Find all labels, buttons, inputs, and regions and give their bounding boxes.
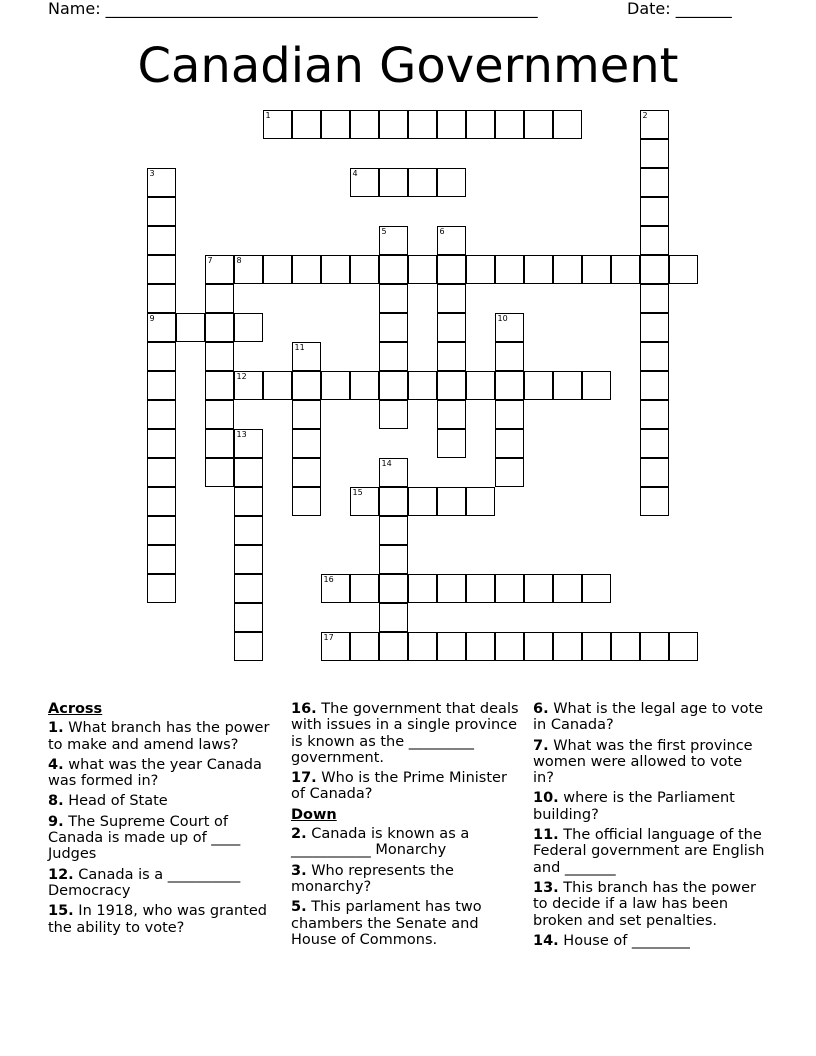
grid-cell[interactable] bbox=[495, 110, 524, 139]
grid-cell[interactable] bbox=[176, 313, 205, 342]
grid-cell[interactable] bbox=[350, 487, 379, 516]
grid-cell[interactable] bbox=[466, 487, 495, 516]
clue-number: 8 bbox=[236, 256, 242, 265]
clue-item bbox=[291, 863, 523, 896]
grid-cell[interactable] bbox=[234, 458, 263, 487]
clue-number: 6 bbox=[439, 227, 445, 236]
grid-cell[interactable] bbox=[437, 313, 466, 342]
grid-cell[interactable] bbox=[147, 400, 176, 429]
grid-cell[interactable] bbox=[495, 429, 524, 458]
grid-cell[interactable] bbox=[379, 516, 408, 545]
grid-cell[interactable] bbox=[321, 255, 350, 284]
clue-item-number: 17. bbox=[291, 770, 317, 787]
grid-cell[interactable] bbox=[495, 400, 524, 429]
clue-number: 1 bbox=[265, 111, 271, 120]
grid-cell[interactable] bbox=[350, 110, 379, 139]
clue-number: 14 bbox=[381, 459, 392, 468]
grid-cell[interactable] bbox=[379, 284, 408, 313]
clue-item-number: 7. bbox=[533, 737, 549, 754]
grid-cell[interactable] bbox=[495, 342, 524, 371]
grid-cell[interactable] bbox=[437, 342, 466, 371]
grid-cell[interactable] bbox=[495, 574, 524, 603]
grid-cell[interactable] bbox=[234, 632, 263, 661]
grid-cell[interactable] bbox=[640, 458, 669, 487]
grid-cell[interactable] bbox=[640, 487, 669, 516]
clues-column-3 bbox=[533, 701, 765, 953]
grid-cell[interactable] bbox=[379, 255, 408, 284]
date-field[interactable]: Date: _______ bbox=[627, 0, 732, 18]
clue-item bbox=[291, 770, 523, 803]
grid-cell[interactable] bbox=[205, 255, 234, 284]
grid-cell[interactable] bbox=[379, 110, 408, 139]
grid-cell[interactable] bbox=[408, 168, 437, 197]
grid-cell[interactable] bbox=[147, 255, 176, 284]
grid-cell[interactable] bbox=[205, 458, 234, 487]
grid-cell[interactable] bbox=[147, 313, 176, 342]
grid-cell[interactable] bbox=[553, 371, 582, 400]
clue-number: 10 bbox=[497, 314, 508, 323]
clue-item bbox=[533, 933, 765, 949]
grid-cell[interactable] bbox=[234, 516, 263, 545]
grid-cell[interactable] bbox=[553, 574, 582, 603]
clue-item-text: Canada is a __________ Democracy bbox=[48, 866, 241, 899]
grid-cell[interactable] bbox=[582, 255, 611, 284]
grid-cell[interactable] bbox=[147, 545, 176, 574]
grid-cell[interactable] bbox=[234, 487, 263, 516]
clue-item-number: 12. bbox=[48, 866, 74, 883]
grid-cell[interactable] bbox=[408, 487, 437, 516]
grid-cell[interactable] bbox=[611, 255, 640, 284]
grid-cell[interactable] bbox=[321, 632, 350, 661]
clue-number: 7 bbox=[207, 256, 213, 265]
grid-cell[interactable] bbox=[640, 197, 669, 226]
grid-cell[interactable] bbox=[437, 400, 466, 429]
grid-cell[interactable] bbox=[553, 255, 582, 284]
clue-item-text: This branch has the power to decide if a law has been broken and set penalties. bbox=[533, 879, 757, 929]
grid-cell[interactable] bbox=[321, 110, 350, 139]
clue-item-number: 14. bbox=[533, 932, 559, 949]
grid-cell[interactable] bbox=[379, 313, 408, 342]
grid-cell[interactable] bbox=[379, 545, 408, 574]
grid-cell[interactable] bbox=[205, 371, 234, 400]
grid-cell[interactable] bbox=[234, 313, 263, 342]
grid-cell[interactable] bbox=[437, 226, 466, 255]
grid-cell[interactable] bbox=[379, 168, 408, 197]
grid-cell[interactable] bbox=[437, 632, 466, 661]
grid-cell[interactable] bbox=[350, 371, 379, 400]
clue-number: 11 bbox=[294, 343, 305, 352]
grid-cell[interactable] bbox=[379, 342, 408, 371]
clue-item-text: Who represents the monarchy? bbox=[291, 862, 454, 895]
clue-item bbox=[291, 899, 523, 948]
down-heading: Down bbox=[291, 806, 337, 823]
grid-cell[interactable] bbox=[553, 110, 582, 139]
clue-item-text: where is the Parliament building? bbox=[533, 790, 735, 823]
clue-item-text: The official language of the Federal government are English and _______ bbox=[533, 827, 765, 876]
page-title: Canadian Government bbox=[137, 38, 679, 94]
grid-cell[interactable] bbox=[292, 371, 321, 400]
clue-item bbox=[533, 827, 765, 876]
clue-item-number: 15. bbox=[48, 903, 74, 920]
grid-cell[interactable] bbox=[350, 574, 379, 603]
clue-item-number: 3. bbox=[291, 862, 307, 879]
grid-cell[interactable] bbox=[379, 603, 408, 632]
across-heading: Across bbox=[48, 701, 103, 717]
grid-cell[interactable] bbox=[321, 574, 350, 603]
grid-cell[interactable] bbox=[640, 168, 669, 197]
grid-cell[interactable] bbox=[640, 255, 669, 284]
grid-cell[interactable] bbox=[466, 574, 495, 603]
grid-cell[interactable] bbox=[234, 371, 263, 400]
grid-cell[interactable] bbox=[147, 342, 176, 371]
grid-cell[interactable] bbox=[205, 429, 234, 458]
grid-cell[interactable] bbox=[524, 632, 553, 661]
grid-cell[interactable] bbox=[495, 458, 524, 487]
clue-item bbox=[291, 826, 523, 859]
grid-cell[interactable] bbox=[524, 110, 553, 139]
grid-cell[interactable] bbox=[640, 110, 669, 139]
across-clue-list-continued bbox=[291, 701, 523, 803]
clue-item-number: 1. bbox=[48, 720, 64, 737]
grid-cell[interactable] bbox=[582, 574, 611, 603]
clue-item-text: What was the first province women were allowed to vote in? bbox=[533, 737, 753, 787]
grid-cell[interactable] bbox=[292, 255, 321, 284]
grid-cell[interactable] bbox=[669, 632, 698, 661]
grid-cell[interactable] bbox=[234, 545, 263, 574]
clue-item-number: 5. bbox=[291, 899, 307, 916]
grid-cell[interactable] bbox=[205, 313, 234, 342]
grid-cell[interactable] bbox=[234, 255, 263, 284]
grid-cell[interactable] bbox=[466, 255, 495, 284]
clue-item-number: 4. bbox=[48, 756, 64, 773]
grid-cell[interactable] bbox=[524, 371, 553, 400]
grid-cell[interactable] bbox=[408, 110, 437, 139]
clue-number: 13 bbox=[236, 430, 247, 439]
grid-cell[interactable] bbox=[147, 197, 176, 226]
grid-cell[interactable] bbox=[640, 632, 669, 661]
clue-item bbox=[48, 867, 280, 900]
clue-number: 12 bbox=[236, 372, 247, 381]
grid-cell[interactable] bbox=[292, 429, 321, 458]
across-clue-list bbox=[48, 720, 280, 936]
grid-cell[interactable] bbox=[640, 313, 669, 342]
grid-cell[interactable] bbox=[234, 429, 263, 458]
grid-cell[interactable] bbox=[640, 429, 669, 458]
clue-item-number: 2. bbox=[291, 826, 307, 843]
grid-cell[interactable] bbox=[263, 255, 292, 284]
grid-cell[interactable] bbox=[408, 574, 437, 603]
grid-cell[interactable] bbox=[147, 168, 176, 197]
grid-cell[interactable] bbox=[350, 168, 379, 197]
grid-cell[interactable] bbox=[466, 371, 495, 400]
clue-item bbox=[533, 701, 765, 734]
grid-cell[interactable] bbox=[379, 632, 408, 661]
grid-cell[interactable] bbox=[147, 371, 176, 400]
down-clue-list bbox=[291, 826, 523, 948]
clue-item-number: 16. bbox=[291, 701, 317, 717]
clue-number: 5 bbox=[381, 227, 387, 236]
clue-item bbox=[533, 738, 765, 787]
grid-cell[interactable] bbox=[553, 632, 582, 661]
clue-item-number: 11. bbox=[533, 827, 559, 844]
down-clue-list-continued bbox=[533, 701, 765, 949]
clue-item-text: What is the legal age to vote in Canada? bbox=[533, 701, 764, 734]
grid-cell[interactable] bbox=[263, 371, 292, 400]
grid-cell[interactable] bbox=[640, 226, 669, 255]
clues-column-1 bbox=[48, 701, 280, 940]
clue-item bbox=[48, 793, 280, 809]
grid-cell[interactable] bbox=[640, 139, 669, 168]
clue-item-text: What branch has the power to make and amend laws? bbox=[48, 720, 270, 753]
clue-item-number: 6. bbox=[533, 701, 549, 717]
grid-cell[interactable] bbox=[437, 284, 466, 313]
grid-cell[interactable] bbox=[495, 371, 524, 400]
grid-cell[interactable] bbox=[234, 574, 263, 603]
clue-item-text: Head of State bbox=[63, 793, 168, 810]
grid-cell[interactable] bbox=[611, 632, 640, 661]
grid-cell[interactable] bbox=[147, 429, 176, 458]
grid-cell[interactable] bbox=[147, 284, 176, 313]
grid-cell[interactable] bbox=[408, 371, 437, 400]
clue-number: 2 bbox=[642, 111, 648, 120]
grid-cell[interactable] bbox=[292, 458, 321, 487]
grid-cell[interactable] bbox=[437, 574, 466, 603]
clue-item-text: This parlament has two chambers the Senate and House of Commons. bbox=[291, 899, 482, 948]
clue-item bbox=[291, 701, 523, 766]
grid-cell[interactable] bbox=[292, 110, 321, 139]
grid-cell[interactable] bbox=[437, 429, 466, 458]
grid-cell[interactable] bbox=[147, 516, 176, 545]
grid-cell[interactable] bbox=[379, 574, 408, 603]
grid-cell[interactable] bbox=[147, 487, 176, 516]
clue-item bbox=[48, 903, 280, 936]
grid-cell[interactable] bbox=[147, 458, 176, 487]
grid-cell[interactable] bbox=[205, 400, 234, 429]
grid-cell[interactable] bbox=[408, 632, 437, 661]
grid-cell[interactable] bbox=[640, 342, 669, 371]
grid-cell[interactable] bbox=[292, 342, 321, 371]
grid-cell[interactable] bbox=[495, 313, 524, 342]
grid-cell[interactable] bbox=[495, 632, 524, 661]
grid-cell[interactable] bbox=[524, 255, 553, 284]
clue-item-number: 10. bbox=[533, 790, 559, 807]
grid-cell[interactable] bbox=[234, 603, 263, 632]
grid-cell[interactable] bbox=[466, 110, 495, 139]
grid-cell[interactable] bbox=[437, 487, 466, 516]
grid-cell[interactable] bbox=[350, 255, 379, 284]
grid-cell[interactable] bbox=[379, 487, 408, 516]
grid-cell[interactable] bbox=[379, 371, 408, 400]
clue-item-number: 13. bbox=[533, 879, 559, 896]
grid-cell[interactable] bbox=[640, 284, 669, 313]
grid-cell[interactable] bbox=[495, 255, 524, 284]
grid-cell[interactable] bbox=[379, 226, 408, 255]
clue-item bbox=[533, 790, 765, 823]
clue-number: 17 bbox=[323, 633, 334, 642]
clue-number: 4 bbox=[352, 169, 358, 178]
clue-item bbox=[48, 757, 280, 790]
grid-cell[interactable] bbox=[582, 371, 611, 400]
grid-cell[interactable] bbox=[205, 284, 234, 313]
grid-cell[interactable] bbox=[205, 342, 234, 371]
clue-item-text: Canada is known as a ___________ Monarchy bbox=[291, 826, 470, 859]
clue-item-number: 8. bbox=[48, 793, 64, 810]
grid-cell[interactable] bbox=[408, 255, 437, 284]
clue-item-number: 9. bbox=[48, 813, 64, 830]
grid-cell[interactable] bbox=[524, 574, 553, 603]
clue-item-text: House of ________ bbox=[558, 932, 690, 949]
clue-number: 16 bbox=[323, 575, 334, 584]
grid-cell[interactable] bbox=[292, 487, 321, 516]
grid-cell[interactable] bbox=[640, 400, 669, 429]
grid-cell[interactable] bbox=[292, 400, 321, 429]
clue-item-text: The government that deals with issues in a single province is known as the _________ government. bbox=[291, 701, 519, 766]
clue-item-text: what was the year Canada was formed in? bbox=[48, 756, 262, 790]
clue-item bbox=[48, 814, 280, 863]
grid-cell[interactable] bbox=[147, 226, 176, 255]
grid-cell[interactable] bbox=[437, 110, 466, 139]
grid-cell[interactable] bbox=[640, 371, 669, 400]
clue-item bbox=[533, 880, 765, 929]
grid-cell[interactable] bbox=[263, 110, 292, 139]
grid-cell[interactable] bbox=[466, 632, 495, 661]
clue-number: 9 bbox=[149, 314, 155, 323]
clue-number: 3 bbox=[149, 169, 155, 178]
clue-item-text: The Supreme Court of Canada is made up of ____ Judges bbox=[48, 813, 241, 863]
grid-cell[interactable] bbox=[437, 371, 466, 400]
grid-cell[interactable] bbox=[321, 371, 350, 400]
grid-cell[interactable] bbox=[350, 632, 379, 661]
grid-cell[interactable] bbox=[437, 168, 466, 197]
name-field[interactable]: Name: ______________________________________________________ bbox=[48, 0, 538, 18]
clue-item-text: Who is the Prime Minister of Canada? bbox=[291, 770, 507, 803]
grid-cell[interactable] bbox=[379, 400, 408, 429]
clue-number: 15 bbox=[352, 488, 363, 497]
clue-item-text: In 1918, who was granted the ability to vote? bbox=[48, 903, 267, 936]
clue-item bbox=[48, 720, 280, 753]
grid-cell[interactable] bbox=[437, 255, 466, 284]
clues-column-2 bbox=[291, 701, 523, 952]
grid-cell[interactable] bbox=[147, 574, 176, 603]
grid-cell[interactable] bbox=[379, 458, 408, 487]
grid-cell[interactable] bbox=[582, 632, 611, 661]
grid-cell[interactable] bbox=[669, 255, 698, 284]
